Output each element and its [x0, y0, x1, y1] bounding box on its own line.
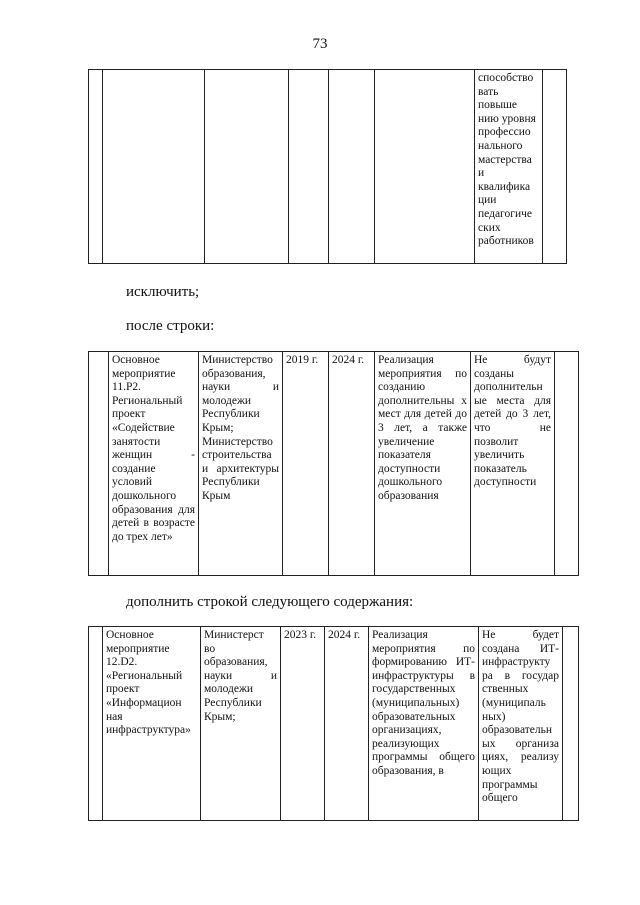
table-cell-index — [89, 352, 109, 576]
table-cell-event: Основное мероприятие 12.D2. «Региональный проект «Информацион ная инфраструктура» — [103, 627, 201, 821]
table-existing-row — [88, 351, 579, 576]
table-cell-result: Реализация мероприятия по формированию ИТ-инфраструктуры в государственных (муниципальных) образовательных организациях, реализующих программы общего образования, в — [369, 627, 479, 821]
table-fragment-top — [88, 69, 567, 264]
table-cell-executor — [205, 70, 289, 264]
page-number: 73 — [312, 36, 328, 52]
table-cell-end: 2024 г. — [325, 627, 369, 821]
table-cell-event — [103, 70, 205, 264]
table-cell-executor: Министерст во образования, науки и молодежи Республики Крым; — [201, 627, 281, 821]
table-row — [89, 627, 579, 821]
table-cell-consequence: Не будет создана ИТ-инфраструкту ра в государ ственных (муниципаль ных) образовательн ых организа циях, реализу ющих программы общего — [479, 627, 563, 821]
table-new-row — [88, 626, 579, 821]
table-cell-result: Реализация мероприятия по созданию дополнительны х мест для детей до 3 лет, а также увеличение показателя доступности дошкольного образования — [375, 352, 471, 576]
table-row — [89, 352, 579, 576]
table-cell-executor: Министерство образования, науки и молодежи Республики Крым; Министерство строительства и архитектуры Республики Крым — [199, 352, 283, 576]
table-cell-index — [89, 627, 103, 821]
instruction-add-row: дополнить строкой следующего содержания: — [126, 594, 414, 610]
table-cell-end — [329, 70, 375, 264]
table-cell-event: Основное мероприятие 11.Р2. Региональный проект «Содействие занятости женщин - создание условий дошкольного образования для детей в возрасте до трех лет» — [109, 352, 199, 576]
table-cell-link — [563, 627, 579, 821]
table-cell-end: 2024 г. — [329, 352, 375, 576]
table-cell-start: 2023 г. — [281, 627, 325, 821]
table-cell-link — [555, 352, 579, 576]
instruction-after-row: после строки: — [126, 318, 215, 334]
table-cell-start: 2019 г. — [283, 352, 329, 576]
table-cell-consequence: способство вать повыше нию уровня профессио нального мастерства и квалифика ции педагогиче ских работников — [475, 70, 543, 264]
table-cell-index — [89, 70, 103, 264]
table-cell-start — [289, 70, 329, 264]
table-cell-result — [375, 70, 475, 264]
table-cell-link — [543, 70, 567, 264]
instruction-exclude: исключить; — [126, 284, 200, 300]
table-row — [89, 70, 567, 264]
table-cell-consequence: Не будут созданы дополнительн ые места для детей до 3 лет, что не позволит увеличить показатель доступности — [471, 352, 555, 576]
